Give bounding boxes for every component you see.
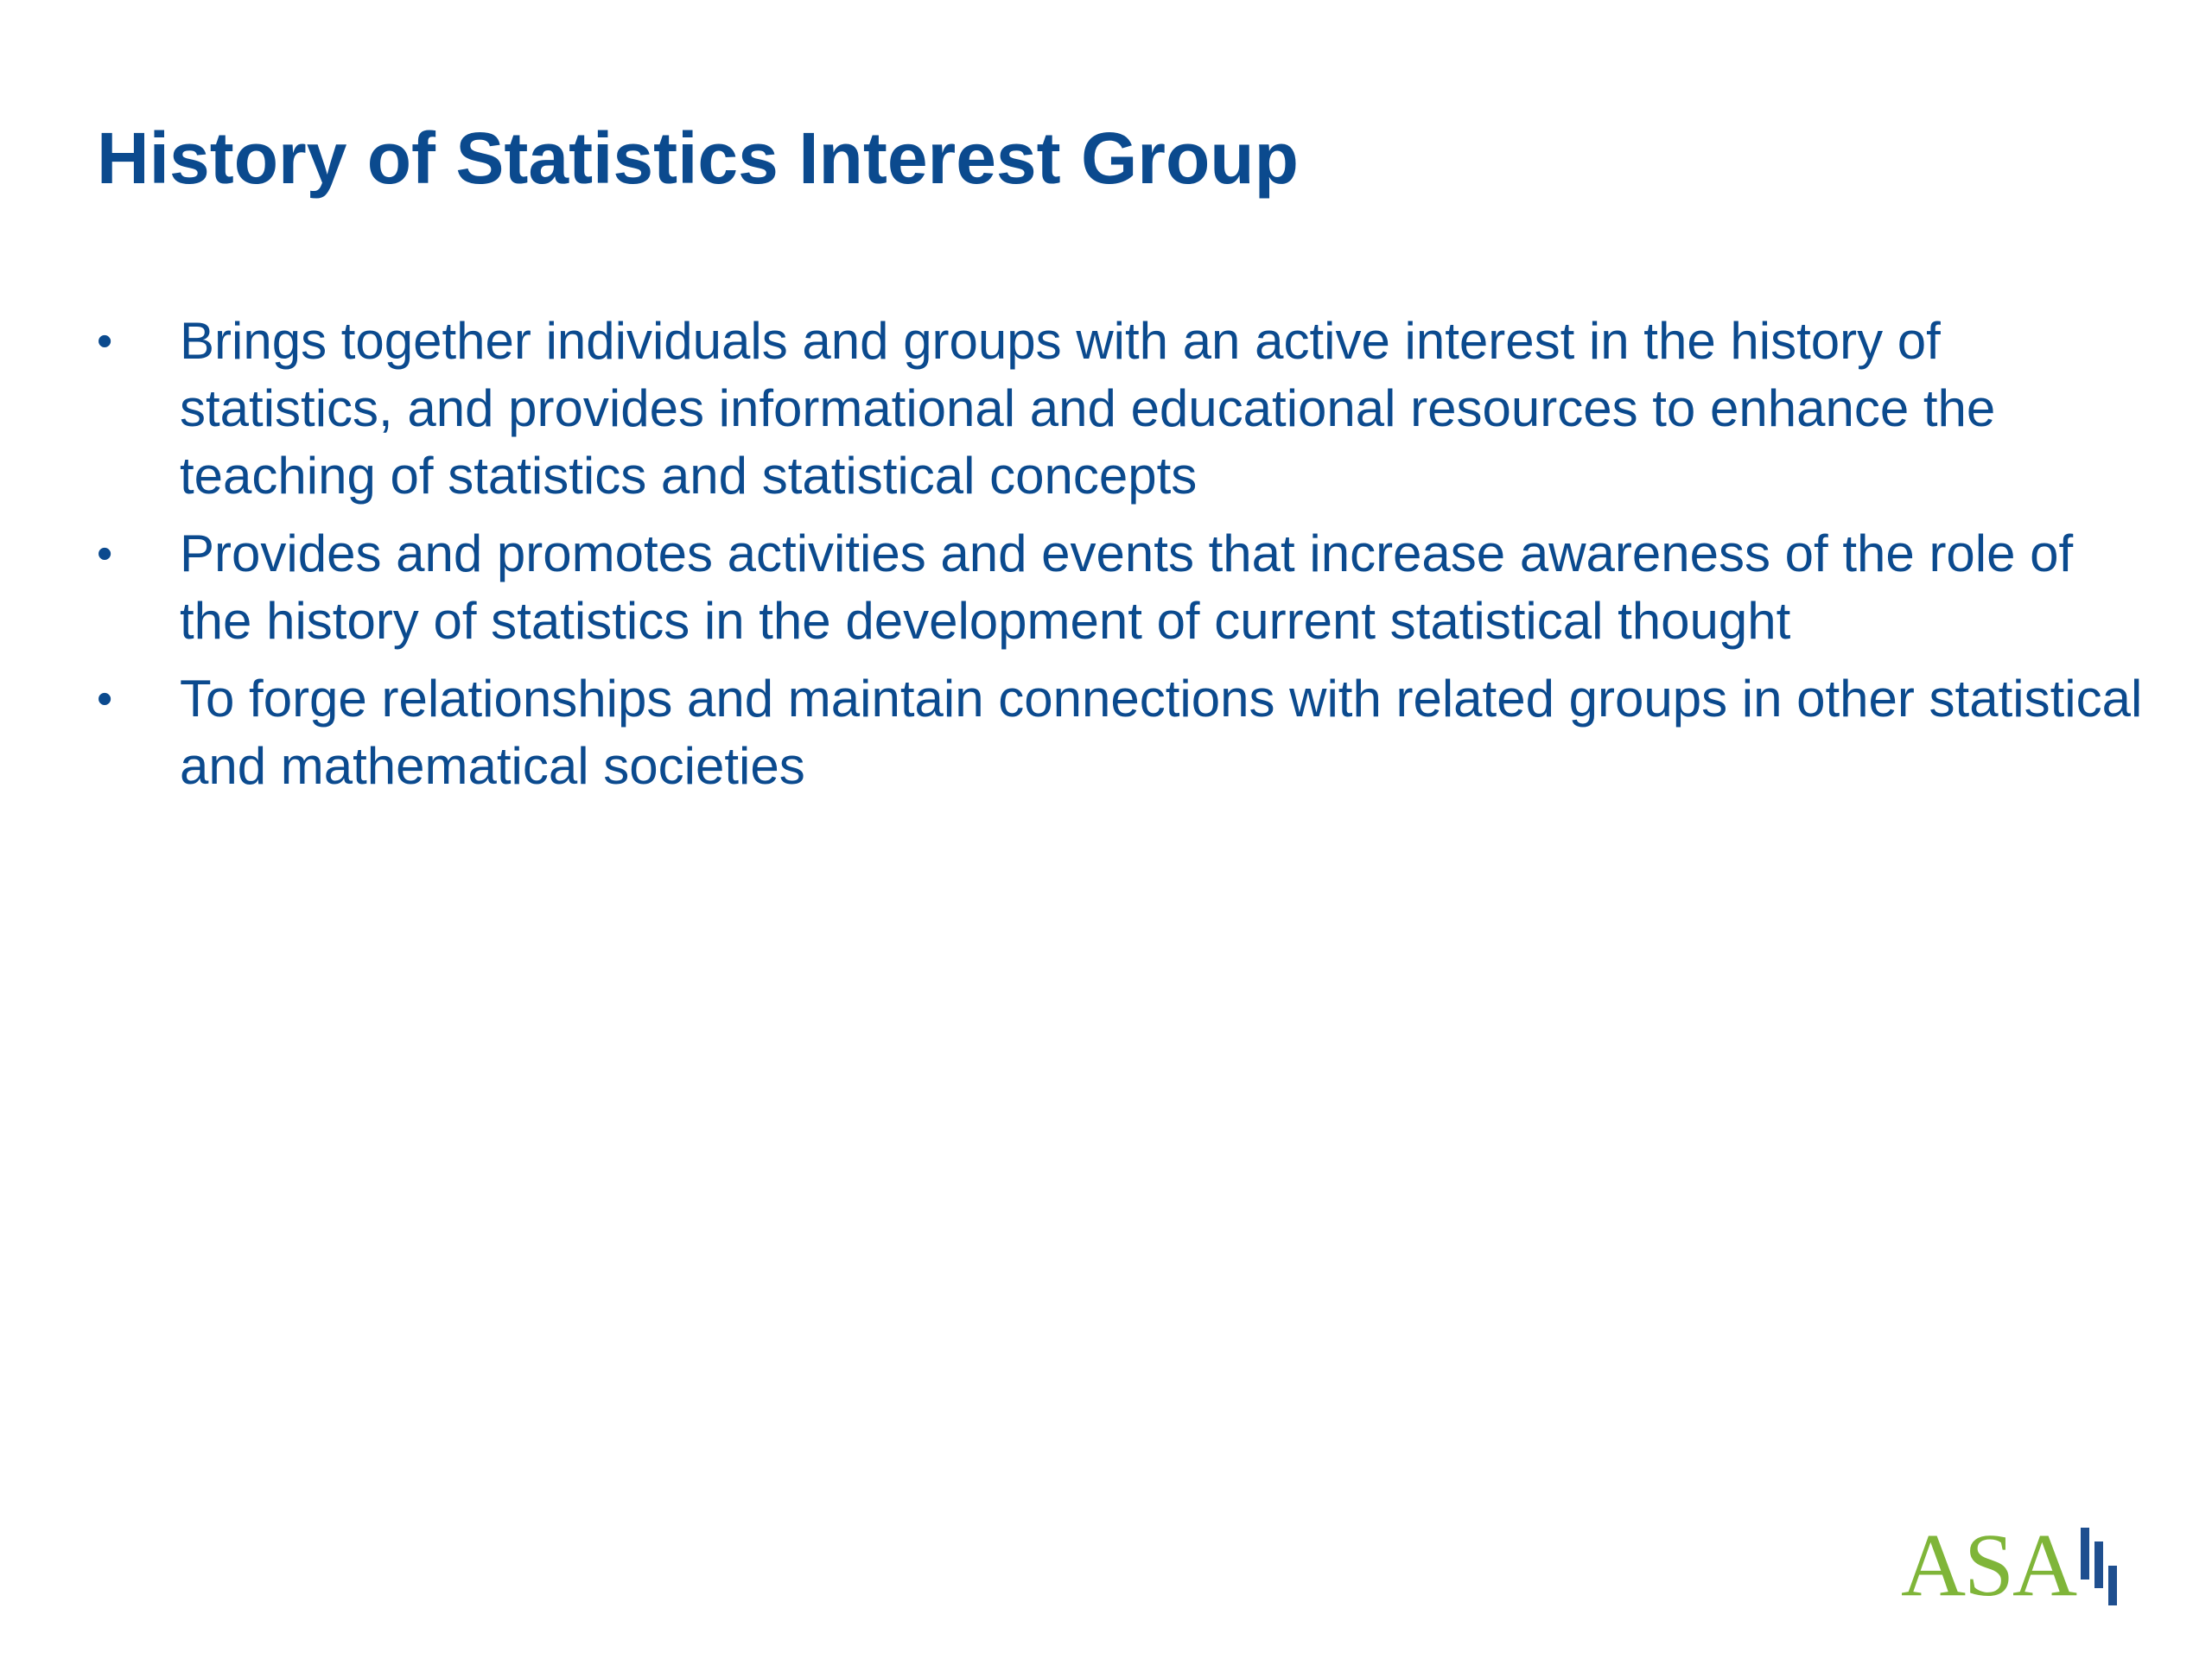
- bullet-item: [97, 520, 2153, 655]
- bullet-text: To forge relationships and maintain connections with related groups in other statistical and mathematical societies: [180, 670, 2143, 795]
- slide-title: History of Statistics Interest Group: [97, 118, 1299, 199]
- bullet-item: [97, 308, 2153, 510]
- asa-logo: [1901, 1516, 2134, 1615]
- bullet-icon: •: [97, 674, 113, 724]
- bullet-item: [97, 665, 2153, 800]
- bullet-text: Brings together individuals and groups with an active interest in the history of statistics, and provides informational and educational resources to enhance the teaching of statistics and statistical concepts: [180, 312, 1996, 505]
- bullet-list: [97, 308, 2153, 810]
- logo-text: ASA: [1901, 1516, 2076, 1615]
- bullet-icon: •: [97, 529, 113, 579]
- bar-chart-icon: [2077, 1526, 2129, 1609]
- bullet-text: Provides and promotes activities and events that increase awareness of the role of the history of statistics in the development of current statistical thought: [180, 524, 2074, 650]
- bullet-icon: •: [97, 316, 113, 366]
